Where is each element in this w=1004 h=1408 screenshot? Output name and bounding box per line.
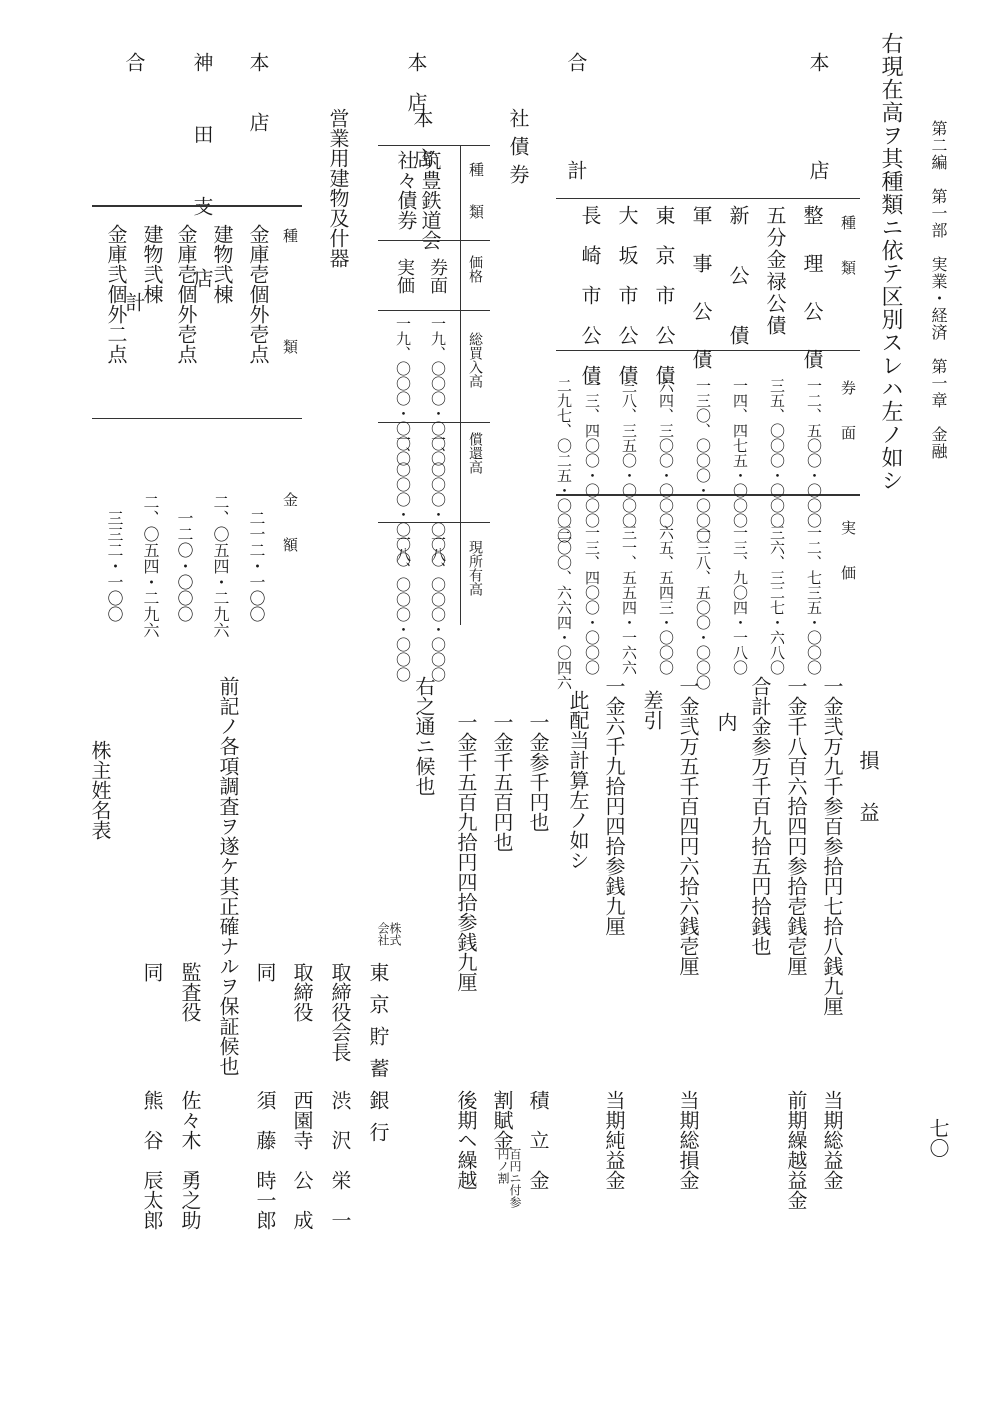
corp-redeemed-face: 一、〇〇〇・〇〇〇 — [429, 432, 447, 567]
bond-actual: 三六、三二七・六八〇 — [768, 525, 786, 675]
buildings-amount: 二一二・一〇〇 — [247, 510, 266, 622]
officer-role: 取締役 — [290, 962, 314, 1022]
bond-kind: 五分金禄公債 — [763, 205, 787, 337]
bond-header-kind: 種 類 — [839, 215, 857, 275]
buildings-header-kind: 種 類 — [281, 228, 299, 376]
bond-total-actual: 三〇〇、六六四・〇四六 — [555, 525, 573, 690]
corp-price-actual: 実価 — [394, 258, 415, 294]
bond-actual: 六五、五四三・〇〇〇 — [657, 525, 675, 675]
corp-bought-actual: 一九、〇〇〇・〇〇〇 — [394, 316, 412, 466]
buildings-branch-main: 本 店 — [246, 52, 270, 132]
corp-header-price: 価格 — [467, 255, 483, 283]
bond-kind: 東 京 市 公 債 — [652, 205, 676, 385]
corp-header-holding: 現所有高 — [467, 540, 483, 596]
pl-line: 右之通ニ候也 — [412, 676, 436, 796]
bond-header-face: 券 面 — [839, 380, 857, 440]
pl-line: 此配当計算左ノ如シ — [566, 690, 590, 870]
bond-actual: 三一、五五四・一六六 — [620, 525, 638, 675]
corp-header-bought: 総買入高 — [467, 332, 483, 388]
officer-name: 須 藤 時一郎 — [253, 1090, 277, 1230]
officer-name: 熊 谷 辰太郎 — [140, 1090, 164, 1230]
corp-bond-branch: 本 店 — [410, 108, 434, 168]
pl-line: 一金弐万九千参百参拾円七拾八銭九厘 — [820, 676, 844, 1016]
buildings-kind: 建物弐棟 — [140, 224, 164, 304]
page-number: 七〇 — [926, 1118, 950, 1158]
bond-header-actual: 実 価 — [839, 520, 857, 580]
pl-note: 当期純益金 — [602, 1090, 626, 1190]
bond-rule-top — [556, 198, 860, 199]
shareholders-title: 株主姓名表 — [88, 740, 112, 840]
buildings-kind: 金庫壱個外壱点 — [174, 224, 198, 364]
bond-kind: 整 理 公 債 — [800, 205, 824, 373]
bond-face: 三五、〇〇〇・〇〇〇 — [768, 378, 786, 528]
corp-kind-line2: 社々債券 — [394, 150, 418, 230]
bond-face: 一三、四〇〇・〇〇〇 — [583, 378, 601, 528]
pl-line: 一金千五百九拾円四拾参銭九厘 — [454, 712, 478, 992]
company-name: 東京貯蓄銀行 — [366, 962, 390, 1154]
chapter-header: 第二編 第一部 実業・経済 第一章 金融 — [929, 120, 948, 460]
pl-line: 一金弐万五千百四円六拾六銭壱厘 — [676, 676, 700, 976]
corp-rule-1 — [378, 145, 490, 146]
buildings-amount: 三三二・一〇〇 — [105, 510, 124, 622]
audit-statement: 前記ノ各項調査ヲ遂ケ其正確ナルヲ保証候也 — [216, 676, 240, 1076]
bond-actual: 一二、七三五・〇〇〇 — [805, 525, 823, 675]
pl-line: 差引 — [640, 690, 664, 730]
corp-kind-line1: 筑豊鉄道会 — [418, 150, 442, 250]
corp-bond-branch-top: 本 店 — [404, 52, 428, 112]
pl-line: 一金千八百六拾四円参拾壱銭壱厘 — [784, 676, 808, 976]
corp-bought-face: 一九、〇〇〇・〇〇〇 — [429, 316, 447, 466]
pl-title: 損 益 — [856, 750, 880, 828]
buildings-branch-kanda: 神 田 支 店 — [190, 52, 214, 304]
pl-note: 当期総損金 — [676, 1090, 700, 1190]
bond-total-face: 二九七、〇二五・〇〇〇 — [555, 378, 573, 543]
buildings-title: 営業用建物及什器 — [326, 108, 350, 268]
corp-header-redeemed: 償還高 — [467, 432, 483, 474]
buildings-rule-top — [92, 205, 302, 207]
buildings-total-label: 合 計 — [122, 52, 146, 372]
intro-text: 右現在高ヲ其種類ニ依テ区別スレハ左ノ如シ — [878, 32, 903, 492]
bond-total-label: 合 計 — [564, 52, 588, 196]
pl-line: 一金千五百円也 — [490, 712, 514, 852]
corp-vrule — [460, 145, 461, 625]
buildings-kind: 金庫弐個外二点 — [104, 224, 128, 364]
officer-name: 佐々木 勇之助 — [178, 1090, 202, 1230]
corp-rule-3 — [378, 310, 490, 311]
corp-price-face: 券面 — [427, 258, 448, 294]
pl-line: 内 — [714, 712, 738, 732]
bond-actual: 一三、四〇〇・〇〇〇 — [583, 525, 601, 675]
officer-role: 監査役 — [178, 962, 202, 1022]
buildings-amount: 二、〇五四・二九六 — [141, 494, 160, 638]
corp-bond-title: 社債券 — [506, 108, 530, 192]
corp-header-kind: 種 類 — [467, 162, 485, 225]
bond-kind: 長 崎 市 公 債 — [578, 205, 602, 385]
bond-face: 一三〇、〇〇〇・〇〇〇 — [694, 378, 712, 543]
bond-kind: 新 公 債 — [726, 205, 750, 345]
officer-name: 西園寺 公 成 — [290, 1090, 314, 1230]
pl-note: 当期総益金 — [820, 1090, 844, 1190]
buildings-kind: 金庫壱個外壱点 — [246, 224, 270, 364]
pl-line: 一金参千円也 — [526, 712, 550, 832]
corp-redeemed-actual: 一、〇〇〇・〇〇〇 — [394, 432, 412, 567]
pl-note: 前期繰越益金 — [784, 1090, 808, 1210]
bond-actual: 一三、九〇四・一八〇 — [731, 525, 749, 675]
bond-branch-label: 本 店 — [806, 52, 830, 196]
buildings-amount: 二、〇五四・二九六 — [211, 494, 230, 638]
bond-actual: 一三八、五〇〇・〇〇〇 — [694, 525, 712, 690]
buildings-rule-mid — [92, 418, 302, 419]
buildings-header-amount: 金 額 — [281, 492, 299, 552]
corp-holding-actual: 一八、〇〇〇・〇〇〇 — [394, 532, 412, 682]
company-type: 株式会社 — [376, 922, 402, 946]
officer-role: 同 — [253, 962, 277, 982]
pl-line: 一金六千九拾円四拾参銭九厘 — [602, 676, 626, 936]
bond-face: 一四、四七五・〇〇〇 — [731, 378, 749, 528]
officer-role: 取締役会長 — [328, 962, 352, 1062]
bond-face: 六四、三〇〇・〇〇〇 — [657, 378, 675, 528]
pl-line: 合計金参万千百九拾五円拾銭也 — [748, 676, 772, 956]
bond-kind: 大 坂 市 公 債 — [615, 205, 639, 385]
pl-note: 後期ヘ繰越 — [454, 1090, 478, 1190]
officer-name: 渋 沢 栄 一 — [328, 1090, 352, 1230]
buildings-kind: 建物弐棟 — [210, 224, 234, 304]
officer-role: 同 — [140, 962, 164, 982]
pl-note: 割賦金 — [490, 1090, 514, 1150]
pl-note: 積 立 金 — [526, 1090, 550, 1190]
buildings-amount: 一二〇・〇〇〇 — [175, 510, 194, 622]
bond-face: 三八、三五〇・〇〇〇 — [620, 378, 638, 528]
corp-holding-face: 一八、〇〇〇・〇〇〇 — [429, 532, 447, 682]
pl-dividend-note: 百円ニ付参円ノ割 — [496, 1148, 522, 1208]
bond-kind: 軍 事 公 債 — [689, 205, 713, 373]
bond-face: 一二、五〇〇・〇〇〇 — [805, 378, 823, 528]
